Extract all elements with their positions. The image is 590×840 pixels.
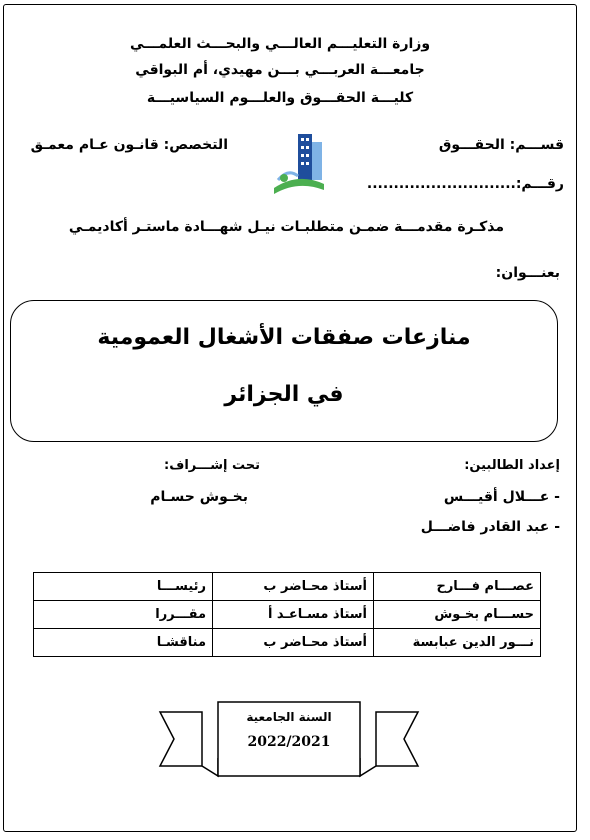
jury-member-name: عصـــام فـــارح	[374, 573, 541, 601]
specialization-label: التخصص: قانـون عـام معمـق	[30, 137, 228, 153]
thesis-title-box	[10, 300, 558, 442]
prepared-by-label: إعداد الطالبين:	[464, 458, 560, 473]
jury-member-role: رئيســـا	[34, 573, 213, 601]
student-name: - عـــلال أقيـــس	[443, 489, 560, 505]
academic-year-label: السنة الجامعية	[246, 710, 332, 724]
title-label: بعنـــوان:	[495, 265, 560, 281]
jury-member-rank: أستاذ مسـاعـد أ	[213, 601, 374, 629]
table-row	[34, 573, 541, 601]
jury-member-name: نـــور الدين عبابسة	[374, 629, 541, 657]
jury-member-rank: أستاذ محـاضر ب	[213, 629, 374, 657]
university-logo-icon	[268, 128, 350, 200]
student-name: - عبد القادر فاضـــل	[420, 519, 560, 535]
thesis-title-line1: منازعات صفقات الأشغال العمومية	[97, 325, 471, 350]
supervision-label: تحت إشـــراف:	[164, 458, 260, 473]
academic-year-value: 2022/2021	[247, 734, 331, 750]
jury-member-role: مناقشـا	[34, 629, 213, 657]
university-heading: جامعـــة العربـــي بـــن مهيدي، أم البواقي	[135, 62, 425, 78]
jury-member-role: مقـــررا	[34, 601, 213, 629]
department-label: قســـم: الحقـــوق	[438, 137, 564, 153]
table-row	[34, 601, 541, 629]
registration-number: رقـــم:............................	[366, 176, 564, 192]
jury-member-rank: أستاذ محـاضر ب	[213, 573, 374, 601]
jury-table	[33, 572, 541, 657]
memo-description: مذكـرة مقدمـــة ضمـن متطلبـات نيـل شهـــادة ماستـر أكاديمـي	[68, 219, 504, 235]
supervisor-name: بخـوش حسـام	[150, 489, 248, 505]
ministry-heading: وزارة التعليـــم العالـــي والبحـــث العلمـــي	[129, 36, 431, 52]
table-row	[34, 629, 541, 657]
thesis-title-line2: في الجزائر	[224, 382, 344, 407]
faculty-heading: كليـــة الحقـــوق والعلـــوم السياسيـــة	[146, 90, 414, 106]
jury-member-name: حســـام بخـوش	[374, 601, 541, 629]
